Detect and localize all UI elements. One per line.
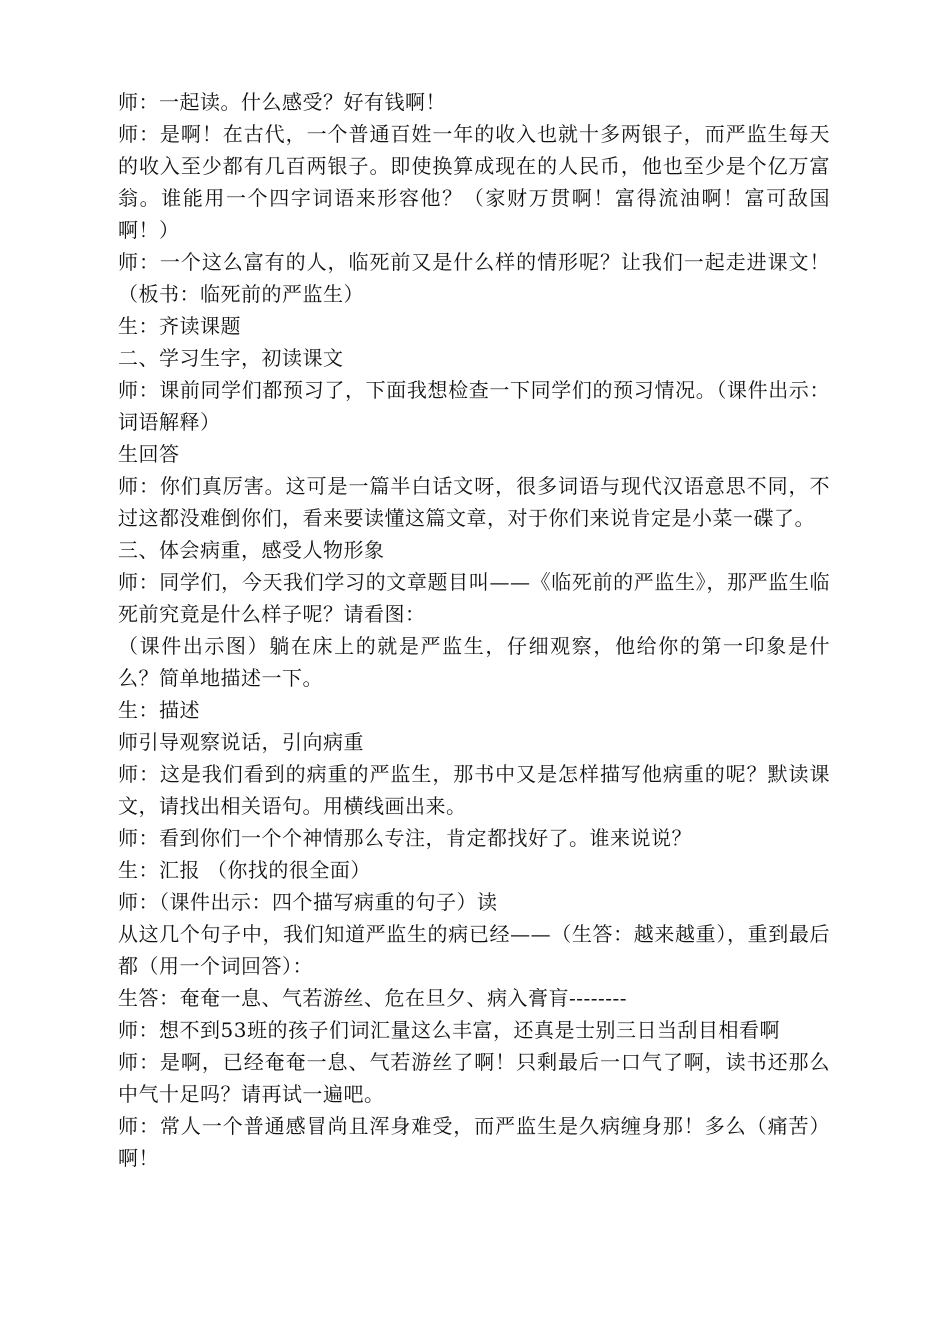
section-heading: 二、学习生字，初读课文 <box>118 346 344 370</box>
paragraph: 师：课前同学们都预习了，下面我想检查一下同学们的预习情况。（课件出示：词语解释） <box>118 378 830 434</box>
paragraph: 生：描述 <box>118 698 200 722</box>
section-heading: 三、体会病重，感受人物形象 <box>118 538 385 562</box>
paragraph: 师引导观察说话，引向病重 <box>118 730 364 754</box>
paragraph: 师：同学们，今天我们学习的文章题目叫——《临死前的严监生》，那严监生临死前究竟是什么样子呢？请看图： <box>118 570 830 626</box>
paragraph: 生答：奄奄一息、气若游丝、危在旦夕、病入膏肓-------- <box>118 986 628 1010</box>
paragraph: 师：一起读。什么感受？好有钱啊！ <box>118 90 446 114</box>
paragraph: 师：（课件出示：四个描写病重的句子）读 <box>118 890 498 914</box>
paragraph: 师：一个这么富有的人，临死前又是什么样的情形呢？让我们一起走进课文！（板书：临死前的严监生） <box>118 250 830 306</box>
paragraph: 师：常人一个普通感冒尚且浑身难受，而严监生是久病缠身那！多么（痛苦）啊！ <box>118 1114 830 1170</box>
paragraph: 从这几个句子中，我们知道严监生的病已经——（生答：越来越重），重到最后都（用一个词回答）： <box>118 922 830 978</box>
paragraph: （课件出示图）躺在床上的就是严监生，仔细观察，他给你的第一印象是什么？简单地描述一下。 <box>118 634 830 690</box>
paragraph: 生：汇报 （你找的很全面） <box>118 858 371 882</box>
paragraph: 生回答 <box>118 442 180 466</box>
paragraph: 师：想不到53班的孩子们词汇量这么丰富，还真是士别三日当刮目相看啊 <box>118 1018 780 1042</box>
paragraph: 师：这是我们看到的病重的严监生，那书中又是怎样描写他病重的呢？默读课文，请找出相关语句。用横线画出来。 <box>118 762 830 818</box>
document-page <box>118 86 830 1174</box>
paragraph: 师：是啊！在古代，一个普通百姓一年的收入也就十多两银子，而严监生每天的收入至少都有几百两银子。即使换算成现在的人民币，他也至少是个亿万富翁。谁能用一个四字词语来形容他？（家财万贯啊！富得流油啊！富可敌国啊！） <box>118 122 830 242</box>
paragraph: 生：齐读课题 <box>118 314 241 338</box>
paragraph: 师：是啊，已经奄奄一息、气若游丝了啊！只剩最后一口气了啊，读书还那么中气十足吗？请再试一遍吧。 <box>118 1050 830 1106</box>
paragraph: 师：看到你们一个个神情那么专注，肯定都找好了。谁来说说？ <box>118 826 692 850</box>
paragraph: 师：你们真厉害。这可是一篇半白话文呀，很多词语与现代汉语意思不同，不过这都没难倒你们，看来要读懂这篇文章，对于你们来说肯定是小菜一碟了。 <box>118 474 830 530</box>
